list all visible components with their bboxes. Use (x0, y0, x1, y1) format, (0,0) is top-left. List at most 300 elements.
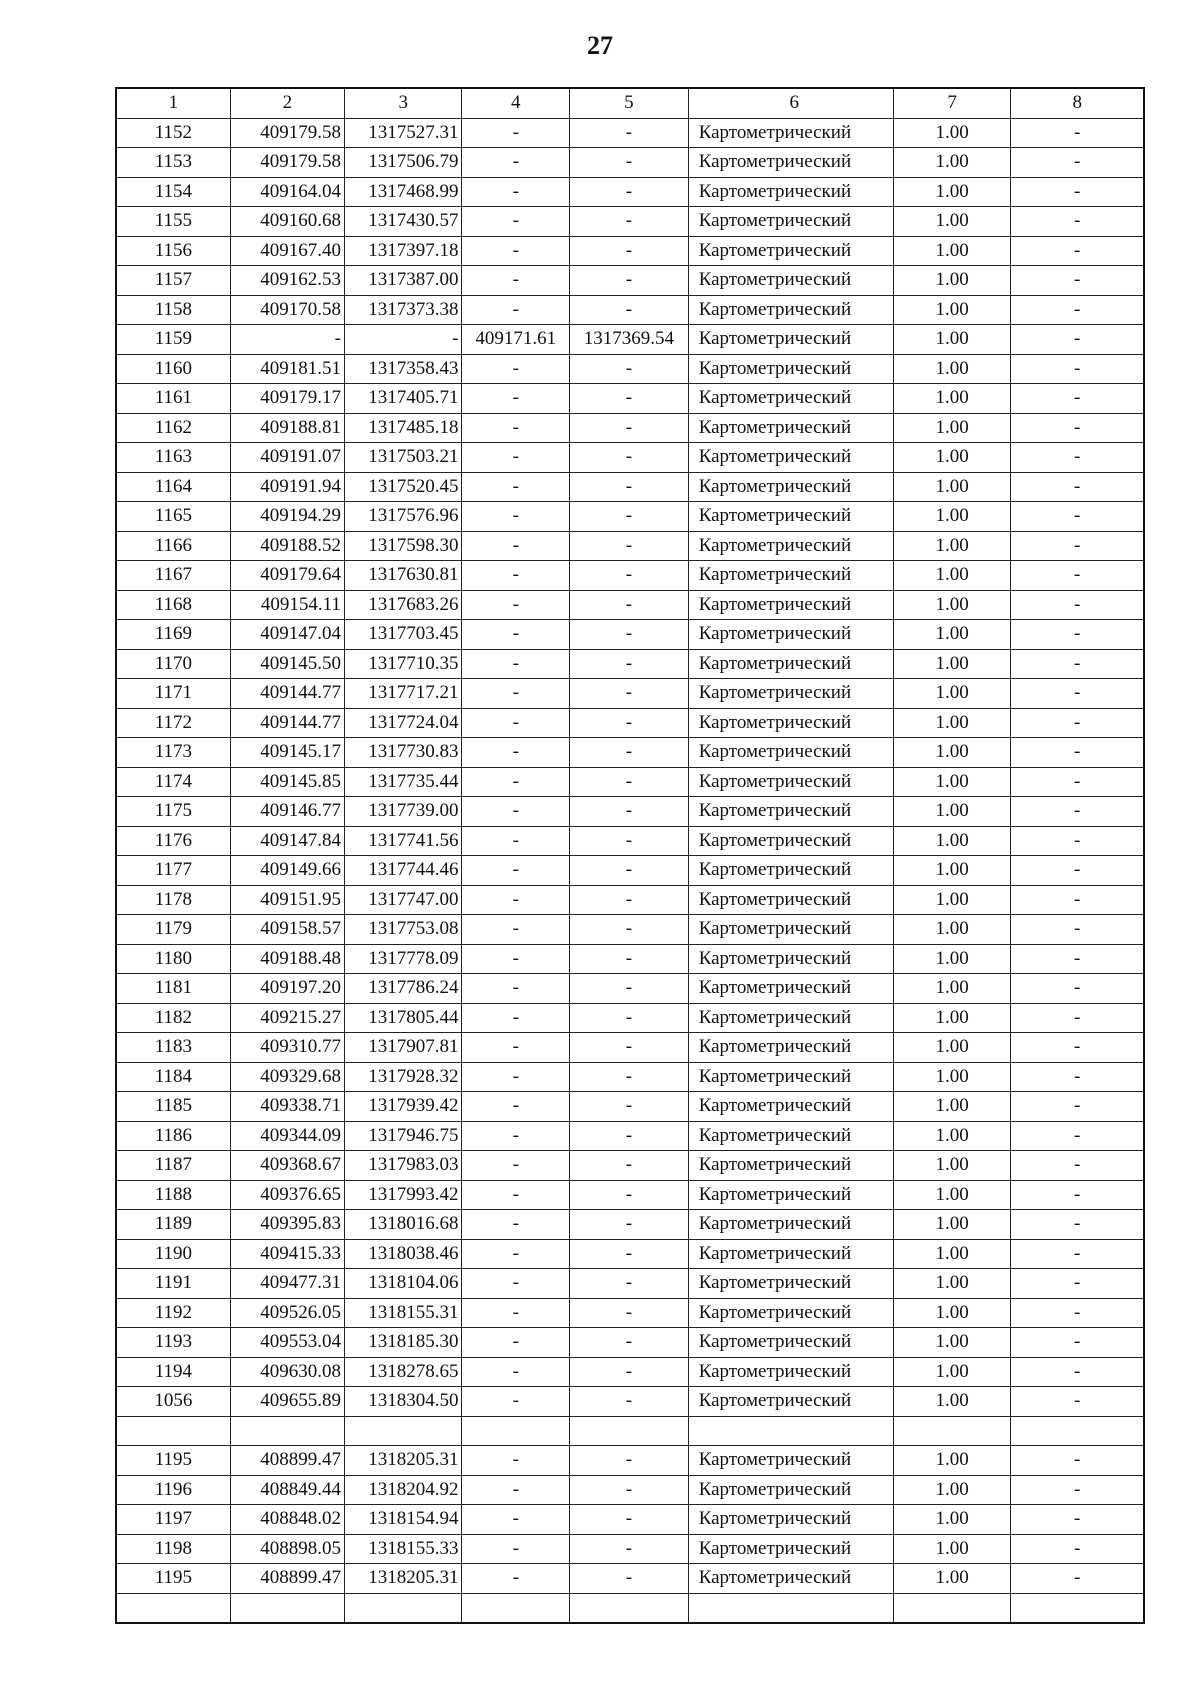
table-cell: 409344.09 (230, 1121, 344, 1151)
table-cell: 1.00 (893, 1062, 1011, 1092)
table-cell: - (1011, 1387, 1144, 1417)
table-cell: 1169 (116, 620, 230, 650)
table-cell: - (570, 1121, 689, 1151)
table-cell: Картометрический (688, 1387, 893, 1417)
table-cell (893, 1416, 1011, 1446)
table-cell: 1184 (116, 1062, 230, 1092)
table-cell: 1155 (116, 207, 230, 237)
table-cell: - (462, 207, 570, 237)
table-cell: Картометрический (688, 266, 893, 296)
table-cell: 1.00 (893, 1239, 1011, 1269)
table-cell: 1.00 (893, 1328, 1011, 1358)
table-cell: 1317717.21 (344, 679, 462, 709)
table-cell: - (462, 118, 570, 148)
table-cell: - (462, 177, 570, 207)
table-cell: 1190 (116, 1239, 230, 1269)
table-row (116, 1534, 1144, 1564)
table-row (116, 767, 1144, 797)
table-cell: - (462, 856, 570, 886)
table-cell: 1164 (116, 472, 230, 502)
table-cell: - (1011, 354, 1144, 384)
table-row (116, 561, 1144, 591)
table-cell: 1181 (116, 974, 230, 1004)
table-cell: 1.00 (893, 974, 1011, 1004)
table-cell: Картометрический (688, 1505, 893, 1535)
table-cell: 1176 (116, 826, 230, 856)
table-cell: 409158.57 (230, 915, 344, 945)
table-cell: 1317983.03 (344, 1151, 462, 1181)
table-cell: - (1011, 856, 1144, 886)
table-row (116, 384, 1144, 414)
table-cell: 1179 (116, 915, 230, 945)
table-cell: - (570, 295, 689, 325)
table-row (116, 1505, 1144, 1535)
table-cell: Картометрический (688, 1003, 893, 1033)
table-cell: - (462, 472, 570, 502)
table-cell: - (1011, 679, 1144, 709)
table-cell: - (570, 531, 689, 561)
table-cell: 1317739.00 (344, 797, 462, 827)
table-row (116, 1033, 1144, 1063)
table-cell (570, 1416, 689, 1446)
table-cell: 1.00 (893, 1446, 1011, 1476)
table-cell: 1.00 (893, 620, 1011, 650)
table-cell: 1.00 (893, 472, 1011, 502)
table-cell: 1.00 (893, 207, 1011, 237)
table-cell: 1186 (116, 1121, 230, 1151)
table-cell: 1.00 (893, 384, 1011, 414)
table-cell: Картометрический (688, 679, 893, 709)
table-cell: - (1011, 1446, 1144, 1476)
table-cell: - (570, 915, 689, 945)
table-cell: Картометрический (688, 325, 893, 355)
table-cell: Картометрический (688, 1269, 893, 1299)
table-cell: - (570, 649, 689, 679)
table-cell: - (462, 826, 570, 856)
table-cell (462, 1593, 570, 1623)
table-cell: - (344, 325, 462, 355)
table-cell: 409553.04 (230, 1328, 344, 1358)
table-row (116, 118, 1144, 148)
table-cell: - (1011, 649, 1144, 679)
table-cell: 1161 (116, 384, 230, 414)
table-cell: Картометрический (688, 531, 893, 561)
table-cell: Картометрический (688, 708, 893, 738)
table-cell: - (1011, 1092, 1144, 1122)
table-cell: 1.00 (893, 1151, 1011, 1181)
table-cell (1011, 1593, 1144, 1623)
table-cell: - (462, 236, 570, 266)
table-cell: 408899.47 (230, 1446, 344, 1476)
table-cell: 1317520.45 (344, 472, 462, 502)
table-cell: - (462, 443, 570, 473)
table-cell: 1318016.68 (344, 1210, 462, 1240)
table-cell: 409188.52 (230, 531, 344, 561)
header-cell: 6 (688, 88, 893, 118)
table-row (116, 590, 1144, 620)
table-cell: - (462, 531, 570, 561)
table-row (116, 502, 1144, 532)
table-cell: - (462, 1298, 570, 1328)
table-cell: Картометрический (688, 384, 893, 414)
table-cell: 1163 (116, 443, 230, 473)
table-cell: 1177 (116, 856, 230, 886)
table-cell: 1.00 (893, 1298, 1011, 1328)
table-cell: 1.00 (893, 1475, 1011, 1505)
table-cell: Картометрический (688, 767, 893, 797)
table-row (116, 1003, 1144, 1033)
table-cell: - (1011, 1239, 1144, 1269)
table-cell: 1173 (116, 738, 230, 768)
table-cell (116, 1416, 230, 1446)
table-cell: 409179.17 (230, 384, 344, 414)
table-cell: 1194 (116, 1357, 230, 1387)
table-cell: - (570, 826, 689, 856)
table-cell: 1318155.33 (344, 1534, 462, 1564)
table-row (116, 738, 1144, 768)
table-cell: Картометрический (688, 295, 893, 325)
table-cell: 409329.68 (230, 1062, 344, 1092)
table-row (116, 354, 1144, 384)
table-cell: 1.00 (893, 1564, 1011, 1594)
table-cell: 1.00 (893, 1210, 1011, 1240)
table-cell (688, 1416, 893, 1446)
table-cell: - (1011, 531, 1144, 561)
table-cell: 1317730.83 (344, 738, 462, 768)
table-row (116, 1062, 1144, 1092)
table-cell: - (462, 1357, 570, 1387)
table-cell: - (570, 1328, 689, 1358)
table-cell: 1.00 (893, 1505, 1011, 1535)
table-cell: - (570, 177, 689, 207)
table-cell: 409145.85 (230, 767, 344, 797)
table-cell: - (1011, 1033, 1144, 1063)
table-cell: - (462, 1446, 570, 1476)
table-cell: Картометрический (688, 472, 893, 502)
table-cell: 409149.66 (230, 856, 344, 886)
table-cell: 1317744.46 (344, 856, 462, 886)
table-cell: - (570, 413, 689, 443)
table-cell: 1317576.96 (344, 502, 462, 532)
table-cell: - (462, 1151, 570, 1181)
table-cell: - (1011, 1475, 1144, 1505)
table-cell: 1.00 (893, 649, 1011, 679)
table-cell: - (1011, 767, 1144, 797)
table-cell: 1.00 (893, 738, 1011, 768)
table-cell: 1160 (116, 354, 230, 384)
table-cell: 408899.47 (230, 1564, 344, 1594)
table-cell: 1.00 (893, 531, 1011, 561)
table-cell: - (462, 915, 570, 945)
table-cell: - (1011, 325, 1144, 355)
table-cell: 408849.44 (230, 1475, 344, 1505)
table-cell: 1157 (116, 266, 230, 296)
table-row (116, 148, 1144, 178)
table-cell: 409151.95 (230, 885, 344, 915)
table-cell: - (1011, 1121, 1144, 1151)
table-cell: 409477.31 (230, 1269, 344, 1299)
table-row (116, 295, 1144, 325)
table-cell: - (462, 413, 570, 443)
table-row (116, 1357, 1144, 1387)
table-cell: Картометрический (688, 1033, 893, 1063)
table-cell: - (462, 1328, 570, 1358)
coordinates-table (115, 87, 1145, 1624)
table-cell: 1317468.99 (344, 177, 462, 207)
table-cell: - (570, 1357, 689, 1387)
table-row (116, 915, 1144, 945)
table-cell: Картометрический (688, 1210, 893, 1240)
table-cell: - (570, 266, 689, 296)
table-cell: 1.00 (893, 295, 1011, 325)
table-cell: 409167.40 (230, 236, 344, 266)
table-cell: - (570, 561, 689, 591)
table-cell: Картометрический (688, 1239, 893, 1269)
table-cell: 1162 (116, 413, 230, 443)
table-cell: 409188.81 (230, 413, 344, 443)
table-cell: Картометрический (688, 885, 893, 915)
table-cell: - (570, 767, 689, 797)
table-cell: Картометрический (688, 177, 893, 207)
table-row (116, 944, 1144, 974)
table-cell: 409181.51 (230, 354, 344, 384)
table-cell: 1317358.43 (344, 354, 462, 384)
table-cell: 1196 (116, 1475, 230, 1505)
table-cell: 1178 (116, 885, 230, 915)
table-cell: - (1011, 1505, 1144, 1535)
table-cell: - (570, 472, 689, 502)
table-cell: 1165 (116, 502, 230, 532)
table-cell: 1174 (116, 767, 230, 797)
table-cell: 1317993.42 (344, 1180, 462, 1210)
table-cell: - (570, 1210, 689, 1240)
table-row (116, 1269, 1144, 1299)
table-cell: 409188.48 (230, 944, 344, 974)
table-cell: 409179.58 (230, 148, 344, 178)
table-cell: Картометрический (688, 118, 893, 148)
table-cell: 1183 (116, 1033, 230, 1063)
table-cell: - (1011, 1534, 1144, 1564)
table-cell: 1.00 (893, 1092, 1011, 1122)
table-cell (570, 1593, 689, 1623)
table-cell: 1317928.32 (344, 1062, 462, 1092)
table-cell: 1168 (116, 590, 230, 620)
table-cell: 1.00 (893, 1357, 1011, 1387)
table-cell: - (462, 649, 570, 679)
table-cell (1011, 1416, 1144, 1446)
table-cell: - (1011, 1210, 1144, 1240)
table-body (116, 88, 1144, 1623)
table-cell: - (462, 767, 570, 797)
table-cell: 1.00 (893, 148, 1011, 178)
table-cell: - (462, 384, 570, 414)
coordinates-table-container (115, 87, 1145, 1624)
table-cell: - (1011, 590, 1144, 620)
table-cell: Картометрический (688, 443, 893, 473)
table-cell: 409194.29 (230, 502, 344, 532)
table-cell: Картометрический (688, 413, 893, 443)
table-row (116, 620, 1144, 650)
table-cell: Картометрический (688, 974, 893, 1004)
table-cell: - (1011, 236, 1144, 266)
table-cell: - (570, 620, 689, 650)
table-cell: 1.00 (893, 443, 1011, 473)
table-cell: - (462, 708, 570, 738)
table-cell: - (462, 1564, 570, 1594)
table-cell: 1317373.38 (344, 295, 462, 325)
table-cell: 1172 (116, 708, 230, 738)
table-cell: - (462, 1505, 570, 1535)
table-cell: 1318205.31 (344, 1564, 462, 1594)
table-row (116, 1298, 1144, 1328)
table-cell: - (570, 1062, 689, 1092)
table-cell: 1153 (116, 148, 230, 178)
page-number: 27 (587, 31, 613, 60)
table-cell: - (570, 708, 689, 738)
table-cell: - (570, 1505, 689, 1535)
table-row (116, 325, 1144, 355)
table-cell: 409160.68 (230, 207, 344, 237)
table-cell: 1317735.44 (344, 767, 462, 797)
table-cell: - (462, 1180, 570, 1210)
table-cell: - (1011, 384, 1144, 414)
header-cell: 3 (344, 88, 462, 118)
table-cell: - (1011, 797, 1144, 827)
table-cell: - (570, 236, 689, 266)
table-cell: 1317805.44 (344, 1003, 462, 1033)
table-cell: 1193 (116, 1328, 230, 1358)
table-cell: 409191.07 (230, 443, 344, 473)
table-cell: - (570, 502, 689, 532)
table-cell: - (1011, 266, 1144, 296)
table-row (116, 797, 1144, 827)
table-cell: 1317778.09 (344, 944, 462, 974)
table-cell: - (570, 944, 689, 974)
table-cell: - (1011, 1151, 1144, 1181)
table-cell: - (570, 443, 689, 473)
table-cell: 409191.94 (230, 472, 344, 502)
table-cell: - (462, 590, 570, 620)
table-cell: - (1011, 1298, 1144, 1328)
table-cell: - (570, 1446, 689, 1476)
table-cell: - (1011, 177, 1144, 207)
table-cell: - (570, 1033, 689, 1063)
table-cell: - (570, 1180, 689, 1210)
table-cell: 1.00 (893, 325, 1011, 355)
table-cell: 1317405.71 (344, 384, 462, 414)
table-cell (462, 1416, 570, 1446)
table-cell: 1.00 (893, 413, 1011, 443)
table-cell: 409164.04 (230, 177, 344, 207)
table-cell: 1154 (116, 177, 230, 207)
table-cell: 1.00 (893, 915, 1011, 945)
table-cell: Картометрический (688, 236, 893, 266)
table-cell: 1170 (116, 649, 230, 679)
table-row (116, 1328, 1144, 1358)
table-row (116, 649, 1144, 679)
table-cell: - (462, 1475, 570, 1505)
table-cell: 1317753.08 (344, 915, 462, 945)
table-cell: - (570, 1298, 689, 1328)
table-cell: 1318155.31 (344, 1298, 462, 1328)
table-header-row (116, 88, 1144, 118)
table-cell: 1317939.42 (344, 1092, 462, 1122)
table-cell: - (1011, 207, 1144, 237)
table-row (116, 885, 1144, 915)
table-cell: - (1011, 826, 1144, 856)
table-cell: - (570, 1564, 689, 1594)
table-cell: 1.00 (893, 1033, 1011, 1063)
table-cell: 1152 (116, 118, 230, 148)
table-cell: - (1011, 502, 1144, 532)
table-cell: Картометрический (688, 856, 893, 886)
table-cell (230, 1416, 344, 1446)
table-cell: Картометрический (688, 1328, 893, 1358)
table-cell: 409170.58 (230, 295, 344, 325)
table-cell: - (1011, 915, 1144, 945)
table-cell: - (462, 148, 570, 178)
table-cell: Картометрический (688, 502, 893, 532)
table-cell: - (462, 1269, 570, 1299)
table-cell: Картометрический (688, 649, 893, 679)
table-cell: - (462, 266, 570, 296)
table-cell: Картометрический (688, 1121, 893, 1151)
table-cell: - (570, 148, 689, 178)
table-cell: 1.00 (893, 797, 1011, 827)
table-cell: - (570, 797, 689, 827)
table-cell: 1.00 (893, 236, 1011, 266)
table-cell: 409144.77 (230, 708, 344, 738)
table-cell: - (570, 1475, 689, 1505)
table-row (116, 177, 1144, 207)
table-row (116, 826, 1144, 856)
table-cell: 1317503.21 (344, 443, 462, 473)
table-cell: 1159 (116, 325, 230, 355)
table-cell: - (1011, 295, 1144, 325)
table-cell: 1317703.45 (344, 620, 462, 650)
table-cell: 1317747.00 (344, 885, 462, 915)
table-cell: 1158 (116, 295, 230, 325)
table-cell: - (1011, 561, 1144, 591)
table-cell: - (570, 1003, 689, 1033)
table-row (116, 1564, 1144, 1594)
table-cell: 1185 (116, 1092, 230, 1122)
table-cell: 1.00 (893, 826, 1011, 856)
table-cell: 1317397.18 (344, 236, 462, 266)
table-cell: 409338.71 (230, 1092, 344, 1122)
table-cell: 1.00 (893, 1387, 1011, 1417)
table-cell: - (570, 974, 689, 1004)
table-cell: 409395.83 (230, 1210, 344, 1240)
table-cell: 1.00 (893, 354, 1011, 384)
table-cell: 1.00 (893, 590, 1011, 620)
table-row (116, 472, 1144, 502)
table-cell: - (1011, 1180, 1144, 1210)
table-cell: - (1011, 708, 1144, 738)
table-cell: 1317710.35 (344, 649, 462, 679)
table-cell: - (1011, 1328, 1144, 1358)
table-cell: 409146.77 (230, 797, 344, 827)
table-cell: 1195 (116, 1446, 230, 1476)
table-cell: - (462, 1003, 570, 1033)
table-cell: 1.00 (893, 1180, 1011, 1210)
header-cell: 1 (116, 88, 230, 118)
table-cell: 1166 (116, 531, 230, 561)
table-cell: - (1011, 1564, 1144, 1594)
table-row (116, 266, 1144, 296)
table-cell: - (570, 384, 689, 414)
table-cell: - (1011, 885, 1144, 915)
